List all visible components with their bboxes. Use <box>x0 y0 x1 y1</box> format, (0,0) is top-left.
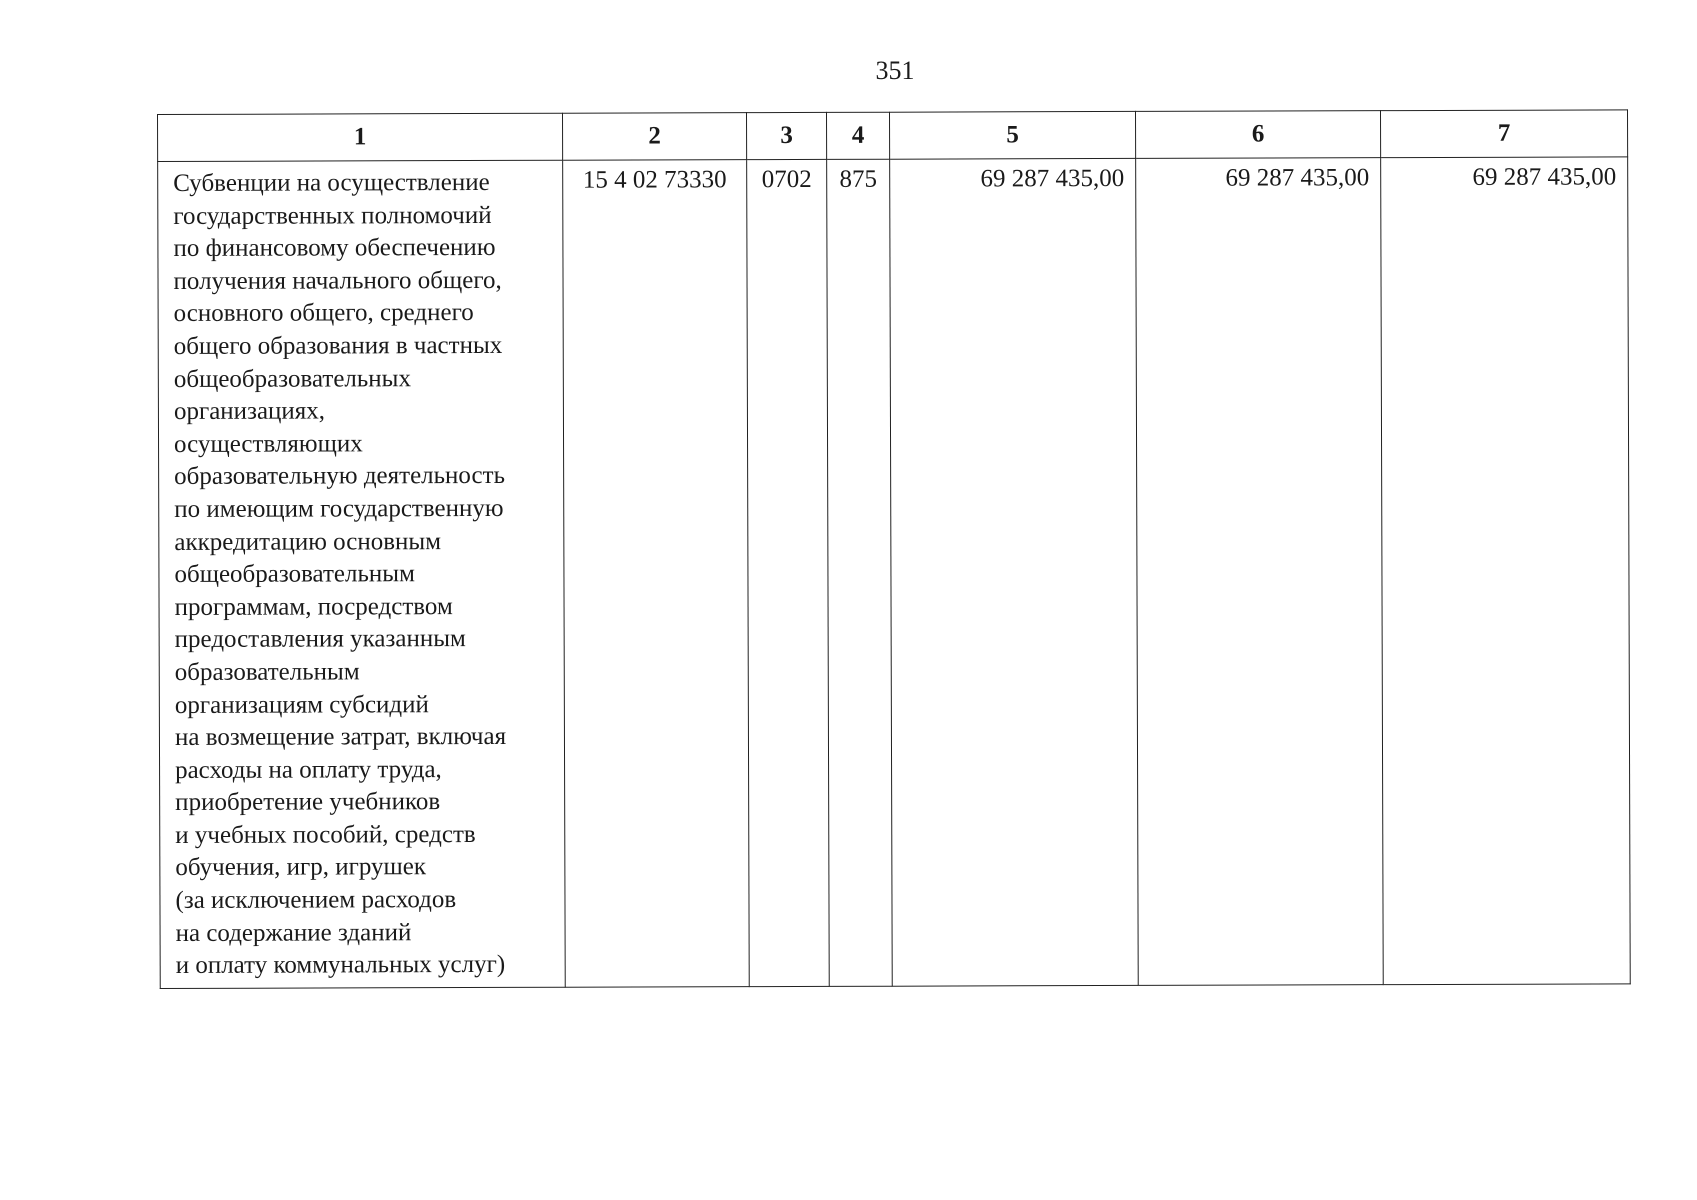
column-header-6: 6 <box>1135 111 1380 159</box>
amount-cell-2: 69 287 435,00 <box>1136 158 1384 986</box>
expense-type-cell: 875 <box>827 159 893 986</box>
column-header-1: 1 <box>158 113 563 161</box>
budget-table <box>157 109 1631 989</box>
target-article-cell: 15 4 02 73330 <box>563 160 750 988</box>
section-cell: 0702 <box>747 159 830 986</box>
column-header-4: 4 <box>826 112 889 159</box>
amount-cell-3: 69 287 435,00 <box>1381 157 1631 985</box>
column-header-5: 5 <box>889 111 1135 159</box>
column-header-2: 2 <box>562 113 746 161</box>
row-name-cell: Субвенции на осуществление государственных полномочий по финансовому обеспечению получения начального общего, основного общего, среднего общего образования в частных общеобразовательных организациях, осуществляющих образовательную деятельность по имеющим государственную аккредитацию основным общеобразовательным программам, посредством предоставления указанным образовательным организациям субсидий на возмещение затрат, включая расходы на оплату труда, приобретение учебников и учебных пособий, средств обучения, игр, игрушек (за исключением расходов на содержание зданий и оплату коммунальных услуг) <box>158 160 566 988</box>
page-number: 351 <box>875 56 915 85</box>
column-header-7: 7 <box>1380 110 1627 158</box>
column-header-3: 3 <box>746 112 826 159</box>
amount-cell-1: 69 287 435,00 <box>890 158 1139 986</box>
table-row <box>158 157 1631 989</box>
header-row <box>158 110 1628 162</box>
